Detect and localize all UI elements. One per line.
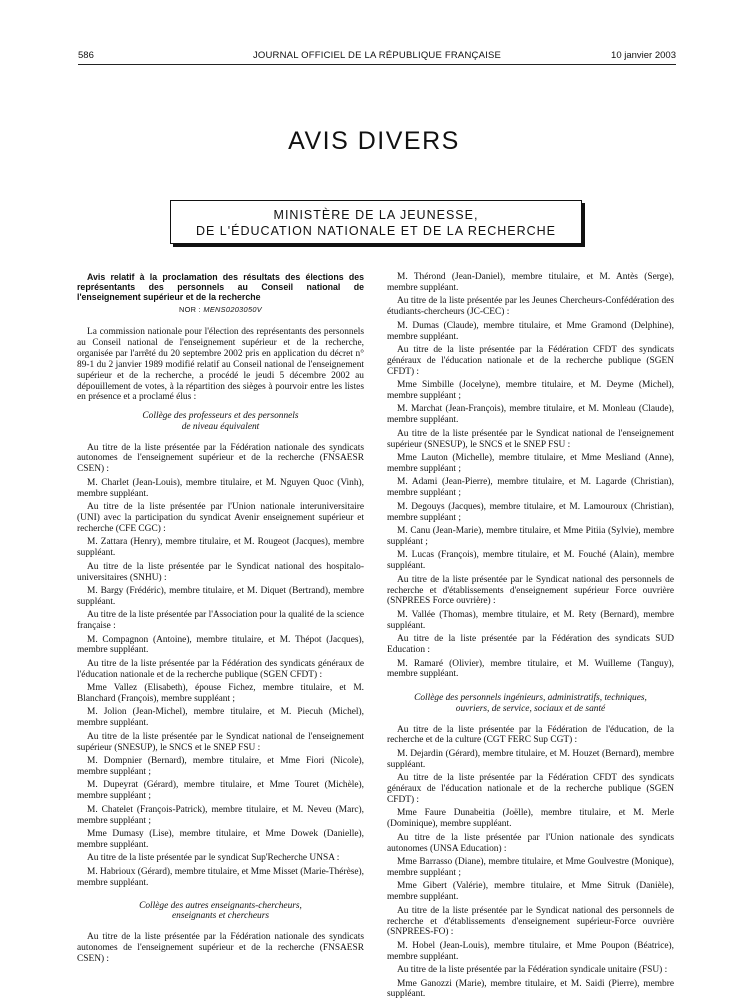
paragraph: Au titre de la liste présentée par le Syndicat national de l'enseignement supérieur (SNESUP), le SNCS et le SNEP FSU : xyxy=(387,428,674,450)
article-title: Avis relatif à la proclamation des résultats des élections des représentants des personnels au Conseil national de l'enseignement supérieur et de la recherche xyxy=(77,272,364,303)
nor-code: MENS0203050V xyxy=(203,305,263,315)
college-heading xyxy=(87,411,354,432)
paragraph: M. Dumas (Claude), membre titulaire, et Mme Gramond (Delphine), membre suppléant. xyxy=(387,320,674,342)
college-heading xyxy=(397,693,664,714)
paragraph: M. Habrioux (Gérard), membre titulaire, et Mme Misset (Marie-Thérèse), membre suppléant. xyxy=(77,866,364,888)
paragraph: Mme Ganozzi (Marie), membre titulaire, et M. Saidi (Pierre), membre suppléant. xyxy=(387,978,674,1000)
paragraph: Mme Faure Dunabeitia (Joëlle), membre titulaire, et M. Merle (Dominique), membre suppléant. xyxy=(387,808,674,830)
issue-date: 10 janvier 2003 xyxy=(611,50,676,61)
paragraph: M. Dompnier (Bernard), membre titulaire, et Mme Fiori (Nicole), membre suppléant ; xyxy=(77,756,364,778)
paragraph: Au titre de la liste présentée par l'Association pour la qualité de la science française : xyxy=(77,610,364,632)
header-divider xyxy=(78,64,676,65)
paragraph: Au titre de la liste présentée par la Fédération des syndicats généraux de l'éducation nationale et de la recherche publique (SGEN CFDT) : xyxy=(77,658,364,680)
ministry-line-2: DE L'ÉDUCATION NATIONALE ET DE LA RECHERCHE xyxy=(195,224,557,238)
college-heading-line: Collège des professeurs et des personnels xyxy=(142,411,299,422)
college-heading-line: enseignants et chercheurs xyxy=(171,911,270,922)
paragraph: Au titre de la liste présentée par la Fédération CFDT des syndicats généraux de l'éducation nationale et de la recherche publique (SGEN CFDT) : xyxy=(387,344,674,377)
nor-reference xyxy=(77,305,364,316)
ministry-box xyxy=(170,200,582,244)
paragraph: Mme Vallez (Elisabeth), épouse Fichez, membre titulaire, et M. Blanchard (François), membre suppléant ; xyxy=(77,683,364,705)
paragraph: Mme Dumasy (Lise), membre titulaire, et Mme Dowek (Danielle), membre suppléant. xyxy=(77,829,364,850)
paragraph: Au titre de la liste présentée par le Syndicat national des hospitalo-universitaires (SNHU) : xyxy=(77,561,364,583)
paragraph: Au titre de la liste présentée par la Fédération CFDT des syndicats généraux de l'éducation nationale et de la recherche publique (SGEN CFDT) : xyxy=(387,773,674,805)
paragraph: Au titre de la liste présentée par la Fédération des syndicats SUD Education : xyxy=(387,634,674,656)
paragraph: Au titre de la liste présentée par l'Union nationale interuniversitaire (UNI) avec la participation du syndicat Avenir enseignement supérieur et recherche (CFE CGC) : xyxy=(77,502,364,534)
paragraph: Mme Gibert (Valérie), membre titulaire, et Mme Sitruk (Danièle), membre suppléant. xyxy=(387,881,674,903)
left-column xyxy=(77,272,364,967)
paragraph: Au titre de la liste présentée par les Jeunes Chercheurs-Confédération des étudiants-chercheurs (JC-CEC) : xyxy=(387,296,674,318)
paragraph: M. Marchat (Jean-François), membre titulaire, et M. Monleau (Claude), membre suppléant. xyxy=(387,404,674,426)
paragraph: M. Dejardin (Gérard), membre titulaire, et M. Houzet (Bernard), membre suppléant. xyxy=(387,748,674,770)
paragraph: Au titre de la liste présentée par la Fédération de l'éducation, de la recherche et de la culture (CGT FERC Sup CGT) : xyxy=(387,724,674,746)
paragraph: M. Vallée (Thomas), membre titulaire, et M. Rety (Bernard), membre suppléant. xyxy=(387,609,674,631)
paragraph: Mme Barrasso (Diane), membre titulaire, et Mme Goulvestre (Monique), membre suppléant ; xyxy=(387,856,674,878)
paragraph: M. Dupeyrat (Gérard), membre titulaire, et Mme Touret (Michèle), membre suppléant ; xyxy=(77,780,364,802)
section-title: AVIS DIVERS xyxy=(288,127,460,155)
paragraph: M. Compagnon (Antoine), membre titulaire, et M. Thépot (Jacques), membre suppléant. xyxy=(77,634,364,656)
paragraph: M. Hobel (Jean-Louis), membre titulaire, et Mme Poupon (Béatrice), membre suppléant. xyxy=(387,940,674,962)
paragraph: Au titre de la liste présentée par le Syndicat national des personnels de recherche et d'établissements d'enseignement supérieur Force ouvrière (SNPREES Force ouvrière) : xyxy=(387,574,674,607)
paragraph: M. Ramaré (Olivier), membre titulaire, et M. Wuilleme (Tanguy), membre suppléant. xyxy=(387,658,674,680)
paragraph: M. Canu (Jean-Marie), membre titulaire, et Mme Pitiia (Sylvie), membre suppléant ; xyxy=(387,526,674,547)
paragraph: M. Charlet (Jean-Louis), membre titulaire, et M. Nguyen Quoc (Vinh), membre suppléant. xyxy=(77,477,364,499)
paragraph: M. Bargy (Frédéric), membre titulaire, et M. Diquet (Bertrand), membre suppléant. xyxy=(77,585,364,607)
nor-label: NOR : xyxy=(178,305,201,315)
paragraph: M. Zattara (Henry), membre titulaire, et M. Rougeot (Jacques), membre suppléant. xyxy=(77,537,364,559)
paragraph: M. Chatelet (François-Patrick), membre titulaire, et M. Neveu (Marc), membre suppléant ; xyxy=(77,804,364,826)
ministry-line-1: MINISTÈRE DE LA JEUNESSE, xyxy=(273,208,479,222)
college-heading xyxy=(87,901,354,922)
college-heading-line: Collège des autres enseignants-chercheurs, xyxy=(139,900,302,911)
college-heading-line: ouvriers, de service, sociaux et de santé xyxy=(455,703,606,714)
college-heading-line: de niveau équivalent xyxy=(181,421,260,432)
article-intro: La commission nationale pour l'élection des représentants des personnels au Conseil national de l'enseignement supérieur et de la recherche, organisée par l'arrêté du 20 septembre 2002 pris en application du décret n° 89-1 du 2 janvier 1989 modifié relatif au Conseil national de l'enseignement supérieur et de la recherche, a procédé le jeudi 5 décembre 2002 au dépouillement de votes, à la répartition des sièges à pourvoir entre les listes en présence et a proclamé élus : xyxy=(77,327,364,403)
paragraph: Au titre de la liste présentée par la Fédération nationale des syndicats autonomes de l'enseignement supérieur et de la recherche (FNSAESR CSEN) : xyxy=(77,442,364,475)
paragraph: Au titre de la liste présentée par le Syndicat national des personnels de recherche et d'établissements d'enseignement supérieur-Force ouvrière (SNPREES-FO) : xyxy=(387,905,674,938)
paragraph: M. Adami (Jean-Pierre), membre titulaire, et M. Lagarde (Christian), membre suppléant ; xyxy=(387,477,674,499)
paragraph: Au titre de la liste présentée par l'Union nationale des syndicats autonomes (UNSA Education) : xyxy=(387,832,674,854)
paragraph: Mme Lauton (Michelle), membre titulaire, et Mme Mesliand (Anne), membre suppléant ; xyxy=(387,453,674,474)
paragraph: M. Degouys (Jacques), membre titulaire, et M. Lamouroux (Christian), membre suppléant ; xyxy=(387,501,674,523)
paragraph: Au titre de la liste présentée par le syndicat Sup'Recherche UNSA : xyxy=(87,853,340,864)
college-heading-line: Collège des personnels ingénieurs, administratifs, techniques, xyxy=(414,693,647,704)
paragraph: Au titre de la liste présentée par la Fédération syndicale unitaire (FSU) : xyxy=(397,965,668,976)
paragraph: M. Jolion (Jean-Michel), membre titulaire, et M. Piecuh (Michel), membre suppléant. xyxy=(77,707,364,729)
paragraph: Au titre de la liste présentée par la Fédération nationale des syndicats autonomes de l'enseignement supérieur et de la recherche (FNSAESR CSEN) : xyxy=(77,931,364,964)
paragraph: Mme Simbille (Jocelyne), membre titulaire, et M. Deyme (Michel), membre suppléant ; xyxy=(387,380,674,402)
page-number: 586 xyxy=(78,50,94,61)
right-column xyxy=(387,272,674,1003)
paragraph: M. Lucas (François), membre titulaire, et M. Fouché (Alain), membre suppléant. xyxy=(387,550,674,572)
paragraph: M. Thérond (Jean-Daniel), membre titulaire, et M. Antès (Serge), membre suppléant. xyxy=(387,272,674,293)
journal-title: JOURNAL OFFICIEL DE LA RÉPUBLIQUE FRANÇAISE xyxy=(252,50,502,61)
paragraph: Au titre de la liste présentée par le Syndicat national de l'enseignement supérieur (SNESUP), le SNCS et le SNEP FSU : xyxy=(77,731,364,753)
